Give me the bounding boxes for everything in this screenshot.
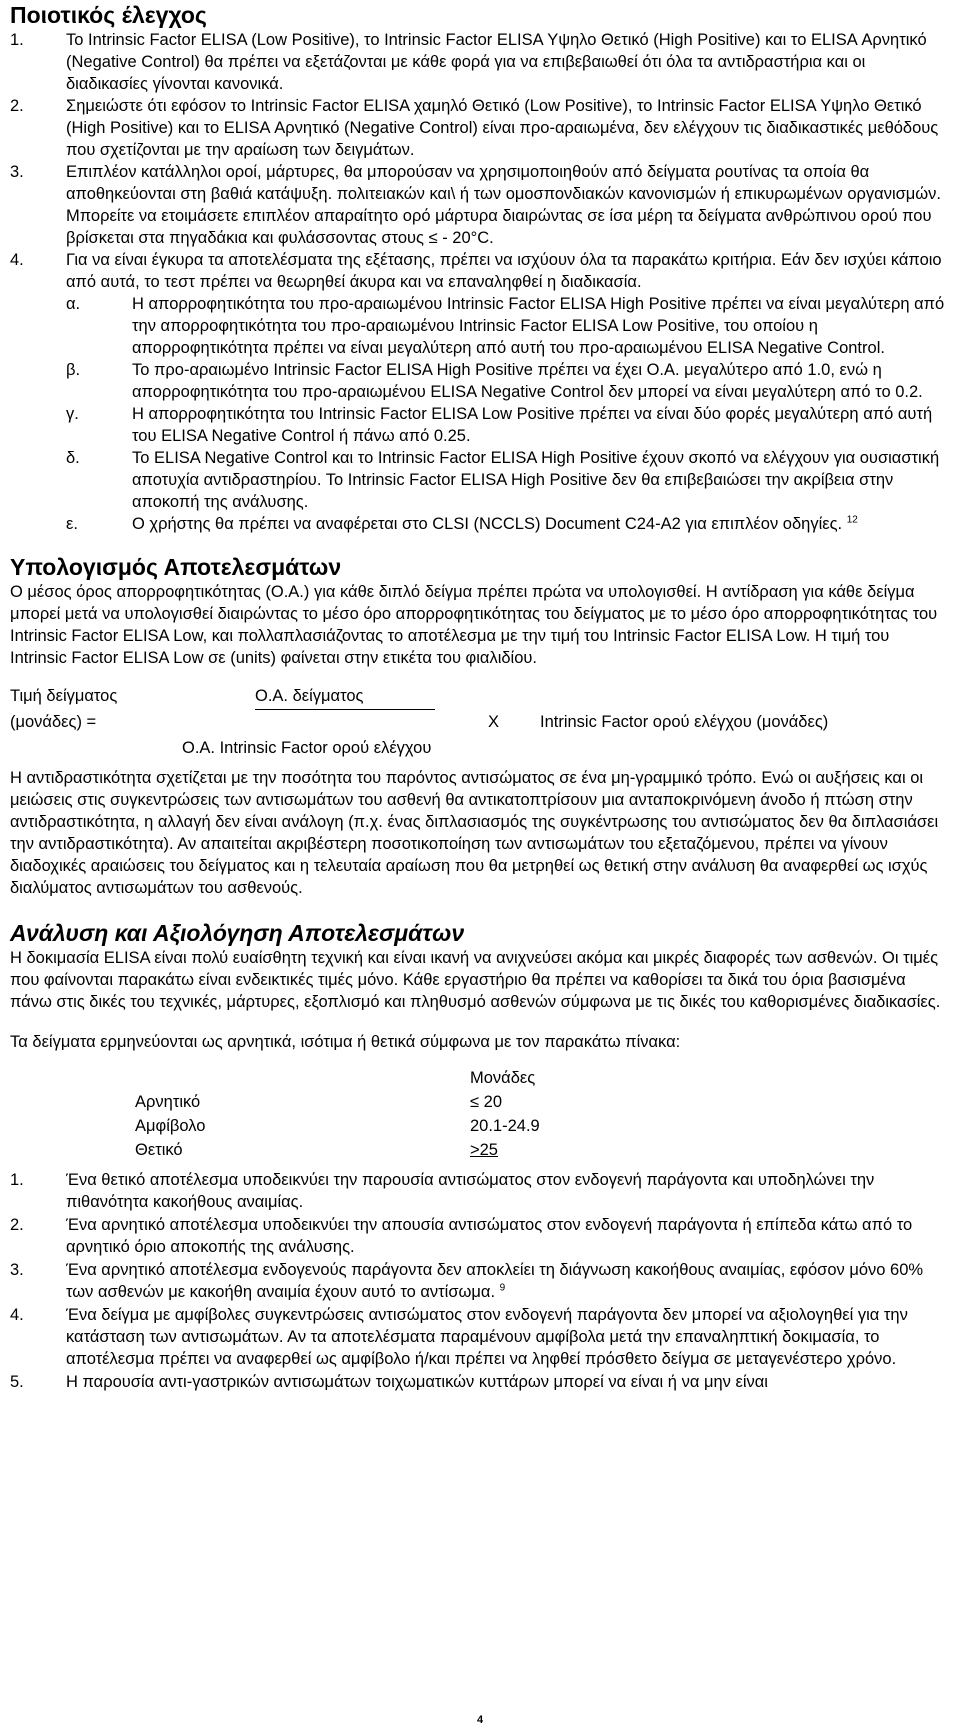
table-row-value: 20.1-24.9 xyxy=(470,1117,540,1135)
list-item xyxy=(10,1304,950,1370)
sub-text: Το προ-αραιωμένο Intrinsic Factor ELISA High Positive πρέπει να έχει Ο.Α. μεγαλύτερο από 1.0, ενώ η απορροφητικότητα του προ-αραιωμένου ELISA Negative Control δεν μπορεί να είναι μεγαλύτερη από το 0.2. xyxy=(132,361,923,401)
list-text: Σημειώστε ότι εφόσον το Intrinsic Factor ELISA χαμηλό Θετικό (Low Positive), το Intrinsic Factor ELISA Υψηλο Θετικό (High Positive) και το ELISA Αρνητικό (Negative Control) είναι προ-αραιωμένα, δεν ελέγχουν τις διαδικαστικές μεθόδους που σχετίζονται με την αραίωση των δειγμάτων. xyxy=(66,97,939,159)
sub-text: Το ELISA Negative Control και το Intrinsic Factor ELISA High Positive έχουν σκοπό να ελέγχουν για ουσιαστική αποτυχία αντιδραστηρίου. Το Intrinsic Factor ELISA High Positive δεν θα επιβεβαιώσει την ακρίβεια στην αποκοπή της ανάλυσης. xyxy=(132,449,940,511)
sub-text: Ο χρήστης θα πρέπει να αναφέρεται στο CLSI (NCCLS) Document C24-A2 για επιπλέον οδηγίες. xyxy=(132,515,843,533)
sub-letter: α. xyxy=(66,295,81,313)
list-number: 1. xyxy=(10,31,24,49)
document-page xyxy=(0,1,960,1393)
sub-list-item xyxy=(66,359,950,403)
table-row-label: Αμφίβολο xyxy=(135,1117,206,1135)
sub-text: Η απορροφητικότητα του Intrinsic Factor ELISA Low Positive πρέπει να είναι δύο φορές μεγαλύτερη από αυτή του ELISA Negative Control ή πάνω από 0.25. xyxy=(132,405,933,445)
list-text: Ένα δείγμα με αμφίβολες συγκεντρώσεις αντισώματος στον ενδογενή παράγοντα δεν μπορεί να αξιολογηθεί για την κατάσταση των αντισωμάτων. Αν τα αποτελέσματα παραμένουν αμφίβολα μετά την επαναληπτική δοκιμασία, το αποτέλεσμα πρέπει να αναφερθεί ως αμφίβολο ή/και πρέπει να ληφθεί πρόσθετο δείγμα σε μεταγενέστερο χρόνο. xyxy=(66,1306,908,1368)
list-text: Ένα αρνητικό αποτέλεσμα ενδογενούς παράγοντα δεν αποκλείει τη διάγνωση κακοήθους αναιμίας, εφόσον μόνο 60% των ασθενών με κακοήθη αναιμία έχουν αυτό το αντίσωμα. xyxy=(66,1261,924,1301)
sub-text: Η απορροφητικότητα του προ-αραιωμένου Intrinsic Factor ELISA High Positive πρέπει να είναι μεγαλύτερη από την απορροφητικότητα του προ-αραιωμένου Intrinsic Factor ELISA Low Positive, του οποίου η απορροφητικότητα πρέπει να είναι μεγαλύτερη από αυτή του προ-αραιωμένου ELISA Negative Control. xyxy=(132,295,945,357)
formula-numerator: Ο.Α. δείγματος xyxy=(255,687,364,705)
list-item xyxy=(10,1259,950,1303)
calc-intro: Ο μέσος όρος απορροφητικότητας (Ο.Α.) για κάθε διπλό δείγμα πρέπει πρώτα να υπολογισθεί. Η αντίδραση για κάθε δείγμα μπορεί μετά να υπολογισθεί διαιρώντας το μέσο όρο απορροφητικότητας του δείγματος με το μέσο όρο απορροφητικότητας του Intrinsic Factor ELISA Low, και πολλαπλασιάζοντας το αποτέλεσμα με την τιμή του Intrinsic Factor ELISA Low. Η τιμή του Intrinsic Factor ELISA Low σε (units) φαίνεται στην ετικέτα του φιαλιδίου. xyxy=(10,583,938,667)
table-row-value: >25 xyxy=(470,1141,498,1159)
list-number: 3. xyxy=(10,1261,24,1279)
list-text: Το Intrinsic Factor ELISA (Low Positive), το Intrinsic Factor ELISA Υψηλο Θετικό (High Positive) και το ELISA Αρνητικό (Negative Control) θα πρέπει να εξετάζονται με κάθε φορά για να επιβεβαιωθεί ότι όλα τα αντιδραστήρια και οι διαδικασίες γίνονται κανονικά. xyxy=(66,31,927,93)
sub-letter: δ. xyxy=(66,449,80,467)
table-row-label: Θετικό xyxy=(135,1141,183,1159)
formula-right: Intrinsic Factor ορού ελέγχου (μονάδες) xyxy=(540,713,829,731)
formula-left-top: Τιμή δείγματος xyxy=(10,687,118,705)
list-item xyxy=(10,249,950,293)
list-number: 3. xyxy=(10,163,24,181)
reference-number: 12 xyxy=(846,514,858,526)
table-row-label: Αρνητικό xyxy=(135,1093,201,1111)
interpretation-table xyxy=(10,1067,950,1161)
formula-times: X xyxy=(488,713,500,731)
sub-letter: ε. xyxy=(66,515,78,533)
formula-left-bottom: (μονάδες) = xyxy=(10,713,97,731)
sub-list-item xyxy=(66,513,950,535)
table-header: Μονάδες xyxy=(470,1069,536,1087)
sub-list-item xyxy=(66,293,950,359)
formula xyxy=(10,685,950,759)
list-number: 2. xyxy=(10,1216,24,1234)
formula-denominator: Ο.Α. Intrinsic Factor ορού ελέγχου xyxy=(182,739,432,757)
sub-letter: γ. xyxy=(66,405,79,423)
qc-list xyxy=(10,29,950,535)
table-row-value: ≤ 20 xyxy=(470,1093,502,1111)
list-text: Ένα θετικό αποτέλεσμα υποδεικνύει την παρουσία αντισώματος στον ενδογενή παράγοντα και υποδηλώνει την πιθανότητα κακοήθους αναιμίας. xyxy=(66,1171,875,1211)
section-heading-calculation: Υπολογισμός Αποτελεσμάτων xyxy=(10,554,342,580)
list-number: 2. xyxy=(10,97,24,115)
list-item xyxy=(10,1371,950,1393)
list-item xyxy=(10,95,950,161)
calc-note: Η αντιδραστικότητα σχετίζεται με την ποσότητα του παρόντος αντισώματος σε ένα μη-γραμμικό τρόπο. Ενώ οι αυξήσεις και οι μειώσεις στις συγκεντρώσεις των αντισωμάτων του ασθενή θα αντικατοπτρίσουν μια ανταποκρινόμενη άνοδο ή πτώση στην αντιδραστικότητα, η αλλαγή δεν είναι ανάλογη (π.χ. ένας διπλασιασμός της συγκέντρωσης του αντισώματος δεν θα διπλασιάσει την αντιδραστικότητα). Αν απαιτείται ακριβέστερη ποσοτικοποίηση των αντισωμάτων του εξεταζόμενου, πρέπει να γίνουν διαδοχικές αραιώσεις του δείγματος και η τελευταία αραίωση που θα μετρηθεί ως θετική στην ανάλυση θα αναφερθεί ως ισχύς διαλύματος αντισωμάτων του ασθενούς. xyxy=(10,769,939,897)
list-item xyxy=(10,161,950,249)
analysis-intro: Η δοκιμασία ELISA είναι πολύ ευαίσθητη τεχνική και είναι ικανή να ανιχνεύσει ακόμα και μικρές διαφορές των ασθενών. Οι τιμές που φαίνονται παρακάτω είναι ενδεικτικές τιμές μόνο. Κάθε εργαστήριο θα πρέπει να καθορίσει τα δικά του όρια βασισμένα πάνω στις δικές του τεχνικές, μάρτυρες, εξοπλισμό και πληθυσμό ασθενών σύμφωνα με τις δικές του καθορισμένες διαδικασίες. xyxy=(10,949,941,1011)
list-number: 1. xyxy=(10,1171,24,1189)
sub-list-item xyxy=(66,447,950,513)
list-number: 5. xyxy=(10,1373,24,1391)
reference-number: 9 xyxy=(499,1282,506,1294)
list-item xyxy=(10,29,950,95)
list-number: 4. xyxy=(10,251,24,269)
list-number: 4. xyxy=(10,1306,24,1324)
list-text: Η παρουσία αντι-γαστρικών αντισωμάτων τοιχωματικών κυττάρων μπορεί να είναι ή να μην είναι xyxy=(66,1373,768,1391)
section-heading-analysis: Ανάλυση και Αξιολόγηση Αποτελεσμάτων xyxy=(10,920,465,946)
sub-list-item xyxy=(66,403,950,447)
list-item xyxy=(10,1214,950,1258)
table-intro: Τα δείγματα ερμηνεύονται ως αρνητικά, ισότιμα ή θετικά σύμφωνα με τον παρακάτω πίνακα: xyxy=(10,1033,681,1051)
list-text: Επιπλέον κατάλληλοι οροί, μάρτυρες, θα μπορούσαν να χρησιμοποιηθούν από δείγματα ρουτίνας τα οποία θα αποθηκεύονται στη βαθιά κατάψυξη. πολιτειακών και\ ή των ομοσπονδιακών κανονισμών ή επικυρωμένων οργανισμών. Μπορείτε να ετοιμάσετε επιπλέον απαραίτητο ορό μάρτυρα διαιρώντας σε ίσα μέρη τα δείγματα ανθρώπινου ορού που βρίσκεται στα πηγαδάκια και φυλάσσοντας στους ≤ - 20°C. xyxy=(66,163,942,247)
sub-letter: β. xyxy=(66,361,81,379)
list-text: Ένα αρνητικό αποτέλεσμα υποδεικνύει την απουσία αντισώματος στον ενδογενή παράγοντα ή επίπεδα κάτω από το αρνητικό όριο αποκοπής της ανάλυσης. xyxy=(66,1216,913,1256)
analysis-list xyxy=(10,1169,950,1393)
section-heading-quality-control: Ποιοτικός έλεγχος xyxy=(10,2,207,28)
page-number: 4 xyxy=(476,1714,484,1726)
fraction-line xyxy=(255,709,435,710)
list-text: Για να είναι έγκυρα τα αποτελέσματα της εξέτασης, πρέπει να ισχύουν όλα τα παρακάτω κριτήρια. Εάν δεν ισχύει κάποιο από αυτά, το τεστ πρέπει να θεωρηθεί άκυρα και να επαναληφθεί η διαδικασία. xyxy=(66,251,942,291)
list-item xyxy=(10,1169,950,1213)
